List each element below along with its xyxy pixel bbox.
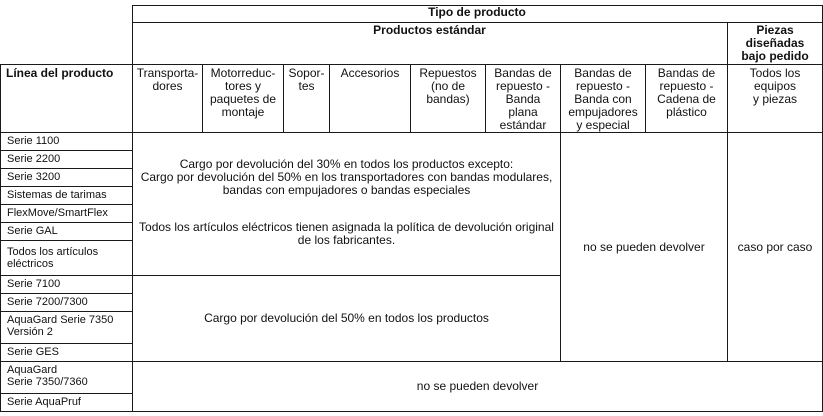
column-header-accesorios: Accesorios <box>340 66 400 80</box>
column-header-todos-equipos: Todos los equipos y piezas <box>749 66 801 106</box>
column-header-motorreductores: Motorreduc- tores y paquetes de montaje <box>209 66 277 119</box>
row-label-aquagard-7350-v2: AquaGard Serie 7350 Versión 2 <box>7 314 114 338</box>
column-header-cadena-plastico: Bandas de repuesto - Cadena de plástico <box>657 66 716 119</box>
row-label-serie-ges: Serie GES <box>7 346 59 358</box>
row-label-articulos-electricos: Todos los artículos eléctricos <box>7 246 99 270</box>
header-piezas-disenadas: Piezas diseñadas bajo pedido <box>741 23 809 63</box>
custom-parts-case-by-case: caso por caso <box>737 240 813 254</box>
group1-return-policy: Cargo por devolución del 30% en todos los productos excepto: Cargo por devolución del 50% en los transportadores con bandas modulares, bandas con empujadores o bandas especiales <box>140 157 553 197</box>
column-header-transportadores: Transporta- dores <box>136 66 199 93</box>
column-header-banda-plana: Bandas de repuesto - Banda plana estándar <box>494 66 552 132</box>
belts-no-return: no se pueden devolver <box>583 240 705 254</box>
row-label-serie-1100: Serie 1100 <box>7 135 60 147</box>
row-label-serie-7100: Serie 7100 <box>7 278 61 290</box>
row-label-flexmove-smartflex: FlexMove/SmartFlex <box>7 207 108 219</box>
column-header-banda-empujadores: Bandas de repuesto - Banda con empujadores y especial <box>568 66 638 132</box>
column-header-soportes: Sopor- tes <box>288 66 325 93</box>
column-header-repuestos: Repuestos (no de bandas) <box>419 66 477 106</box>
group1-electric-policy: Todos los artículos eléctricos tienen asignada la política de devolución original de los fabricantes. <box>139 220 554 247</box>
aquagard-no-return: no se pueden devolver <box>416 379 539 393</box>
row-label-serie-gal: Serie GAL <box>7 225 58 237</box>
row-label-serie-aquapruf: Serie AquaPruf <box>7 396 81 408</box>
row-label-sistemas-tarimas: Sistemas de tarimas <box>7 189 107 201</box>
header-linea-producto: Línea del producto <box>6 66 114 80</box>
row-label-aquagard-7350-7360: AquaGard Serie 7350/7360 <box>7 364 88 388</box>
row-label-serie-2200: Serie 2200 <box>7 153 61 165</box>
header-productos-estandar: Productos estándar <box>373 23 486 37</box>
row-label-serie-7200-7300: Serie 7200/7300 <box>7 296 88 308</box>
group2-return-policy: Cargo por devolución del 50% en todos los productos <box>204 311 489 325</box>
header-tipo-producto: Tipo de producto <box>428 5 526 19</box>
row-label-serie-3200: Serie 3200 <box>7 171 61 183</box>
